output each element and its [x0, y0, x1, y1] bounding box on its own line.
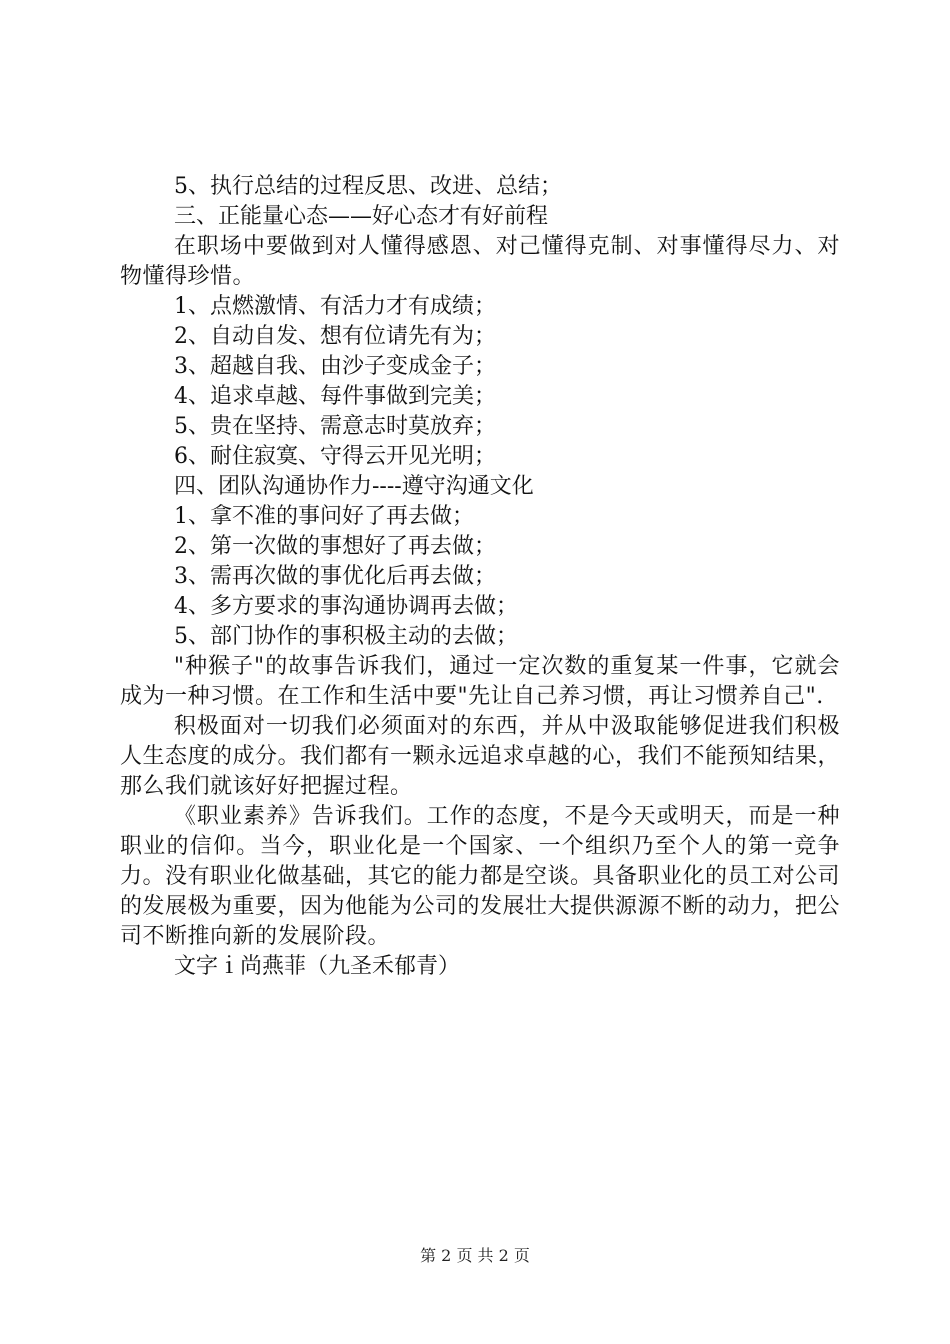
paragraph: "种猴子"的故事告诉我们，通过一定次数的重复某一件事，它就会成为一种习惯。在工作和生活中要"先让自己养习惯，再让习惯养自己". — [120, 654, 840, 709]
paragraph: 积极面对一切我们必须面对的东西，并从中汲取能够促进我们积极人生态度的成分。我们都有一颗永远追求卓越的心，我们不能预知结果，那么我们就该好好把握过程。 — [120, 714, 841, 799]
document-body — [120, 172, 840, 982]
list-item: 4、多方要求的事沟通协调再去做； — [174, 594, 518, 619]
list-item: 3、超越自我、由沙子变成金子； — [174, 354, 496, 379]
list-item: 4、追求卓越、每件事做到完美； — [174, 384, 496, 409]
author-credit: 文字ｉ尚燕菲（九圣禾郁青） — [174, 954, 461, 979]
section-heading: 四、团队沟通协作力----遵守沟通文化 — [174, 474, 534, 499]
list-item: 1、点燃激情、有活力才有成绩； — [174, 294, 496, 319]
section-heading: 三、正能量心态——好心态才有好前程 — [174, 204, 549, 229]
paragraph: 在职场中要做到对人懂得感恩、对己懂得克制、对事懂得尽力、对物懂得珍惜。 — [120, 234, 840, 289]
paragraph: 《职业素养》告诉我们。工作的态度，不是今天或明天，而是一种职业的信仰。当今，职业化是一个国家、一个组织乃至个人的第一竞争力。没有职业化做基础，其它的能力都是空谈。具备职业化的员工对公司的发展极为重要，因为他能为公司的发展壮大提供源源不断的动力，把公司不断推向新的发展阶段。 — [120, 804, 841, 949]
list-item: 6、耐住寂寞、守得云开见光明； — [174, 444, 496, 469]
list-item: 1、拿不准的事问好了再去做； — [174, 504, 474, 529]
list-item: 2、自动自发、想有位请先有为； — [174, 324, 496, 349]
list-item: 5、执行总结的过程反思、改进、总结； — [174, 174, 562, 199]
list-item: 2、第一次做的事想好了再去做； — [174, 534, 496, 559]
list-item: 5、贵在坚持、需意志时莫放弃； — [174, 414, 496, 439]
list-item: 5、部门协作的事积极主动的去做； — [174, 624, 518, 649]
page-number-footer: 第 2 页 共 2 页 — [420, 1246, 530, 1265]
list-item: 3、需再次做的事优化后再去做； — [174, 564, 496, 589]
